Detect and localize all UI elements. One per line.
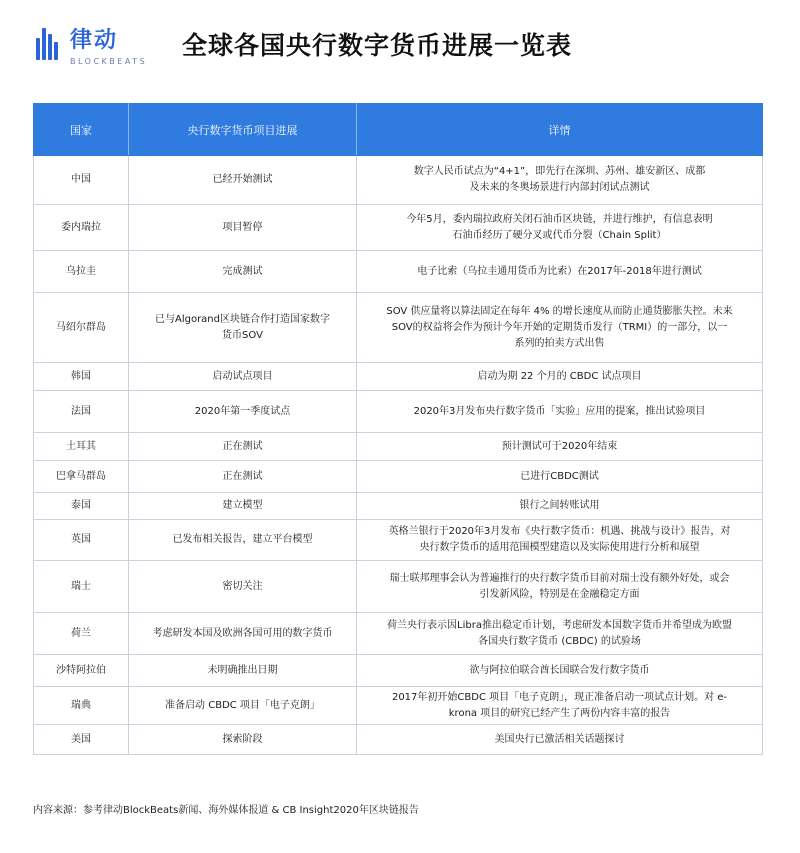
table-body (34, 156, 763, 755)
country-cell: 乌拉圭 (34, 251, 129, 293)
country-cell: 英国 (34, 520, 129, 561)
progress-cell: 未明确推出日期 (129, 655, 357, 687)
table-header-row (34, 104, 763, 156)
table-row (34, 363, 763, 391)
country-cell: 荷兰 (34, 613, 129, 655)
country-cell: 马绍尔群岛 (34, 293, 129, 363)
page-title: 全球各国央行数字货币进展一览表 (182, 31, 573, 60)
blockbeats-logo (36, 26, 166, 82)
details-cell: 2020年3月发布央行数字货币「实验」应用的提案，推出试验项目 (357, 391, 763, 433)
table-row (34, 687, 763, 725)
progress-cell: 项目暂停 (129, 205, 357, 251)
progress-cell: 已经开始测试 (129, 156, 357, 205)
table-row (34, 461, 763, 493)
progress-cell: 密切关注 (129, 561, 357, 613)
details-cell: 银行之间转账试用 (357, 493, 763, 520)
country-cell: 韩国 (34, 363, 129, 391)
country-cell: 巴拿马群岛 (34, 461, 129, 493)
country-cell: 法国 (34, 391, 129, 433)
table-row (34, 391, 763, 433)
progress-cell: 正在测试 (129, 433, 357, 461)
country-cell: 沙特阿拉伯 (34, 655, 129, 687)
table-row (34, 493, 763, 520)
progress-cell: 已与Algorand区块链合作打造国家数字 货币SOV (129, 293, 357, 363)
table-row (34, 156, 763, 205)
details-cell: 欲与阿拉伯联合酋长国联合发行数字货币 (357, 655, 763, 687)
progress-cell: 建立模型 (129, 493, 357, 520)
table-row (34, 433, 763, 461)
progress-cell: 已发布相关报告，建立平台模型 (129, 520, 357, 561)
table-row (34, 520, 763, 561)
table-row (34, 613, 763, 655)
details-cell: 美国央行已激活相关话题探讨 (357, 725, 763, 755)
column-header-details: 详情 (357, 104, 763, 156)
logo-text-cn: 律动 (70, 28, 119, 53)
progress-cell: 启动试点项目 (129, 363, 357, 391)
progress-cell: 考虑研发本国及欧洲各国可用的数字货币 (129, 613, 357, 655)
details-cell: 2017年初开始CBDC 项目「电子克朗」，现正准备启动一项试点计划。对 e- krona 项目的研究已经产生了两份内容丰富的报告 (357, 687, 763, 725)
logo-text-en: BLOCKBEATS (70, 57, 148, 66)
country-cell: 瑞典 (34, 687, 129, 725)
page-header (28, 14, 772, 86)
progress-cell: 2020年第一季度试点 (129, 391, 357, 433)
details-cell: 预计测试可于2020年结束 (357, 433, 763, 461)
logo-bars-icon (36, 28, 64, 60)
details-cell: 启动为期 22 个月的 CBDC 试点项目 (357, 363, 763, 391)
progress-cell: 完成测试 (129, 251, 357, 293)
country-cell: 泰国 (34, 493, 129, 520)
progress-cell: 准备启动 CBDC 项目「电子克朗」 (129, 687, 357, 725)
details-cell: 已进行CBDC测试 (357, 461, 763, 493)
table-row (34, 205, 763, 251)
country-cell: 瑞士 (34, 561, 129, 613)
cbdc-progress-table (33, 103, 763, 755)
country-cell: 委内瑞拉 (34, 205, 129, 251)
table-row (34, 293, 763, 363)
table-row (34, 561, 763, 613)
column-header-progress: 央行数字货币项目进展 (129, 104, 357, 156)
details-cell: 今年5月，委内瑞拉政府关闭石油币区块链，并进行维护，有信息表明 石油币经历了硬分叉或代币分裂（Chain Split） (357, 205, 763, 251)
country-cell: 土耳其 (34, 433, 129, 461)
country-cell: 中国 (34, 156, 129, 205)
progress-cell: 探索阶段 (129, 725, 357, 755)
country-cell: 美国 (34, 725, 129, 755)
details-cell: 电子比索（乌拉圭通用货币为比索）在2017年-2018年进行测试 (357, 251, 763, 293)
details-cell: 瑞士联邦理事会认为普遍推行的央行数字货币目前对瑞士没有额外好处，或会 引发新风险，特别是在金融稳定方面 (357, 561, 763, 613)
table-row (34, 251, 763, 293)
table-row (34, 725, 763, 755)
details-cell: 荷兰央行表示因Libra推出稳定币计划，考虑研发本国数字货币并希望成为欧盟 各国央行数字货币 (CBDC) 的试验场 (357, 613, 763, 655)
details-cell: 数字人民币试点为“4+1”，即先行在深圳、苏州、雄安新区、成都 及未来的冬奥场景进行内部封闭试点测试 (357, 156, 763, 205)
table-row (34, 655, 763, 687)
details-cell: SOV 供应量将以算法固定在每年 4% 的增长速度从而防止通货膨胀失控。未来 SOV的权益将会作为预计今年开始的定期货币发行（TRMI）的一部分，以一 系列的拍卖方式出售 (357, 293, 763, 363)
details-cell: 英格兰银行于2020年3月发布《央行数字货币：机遇、挑战与设计》报告，对 央行数字货币的适用范围模型建造以及实际使用进行分析和展望 (357, 520, 763, 561)
column-header-country: 国家 (34, 104, 129, 156)
content-source-note: 内容来源：参考律动BlockBeats新闻、海外媒体报道 & CB Insight2020年区块链报告 (33, 805, 419, 816)
progress-cell: 正在测试 (129, 461, 357, 493)
